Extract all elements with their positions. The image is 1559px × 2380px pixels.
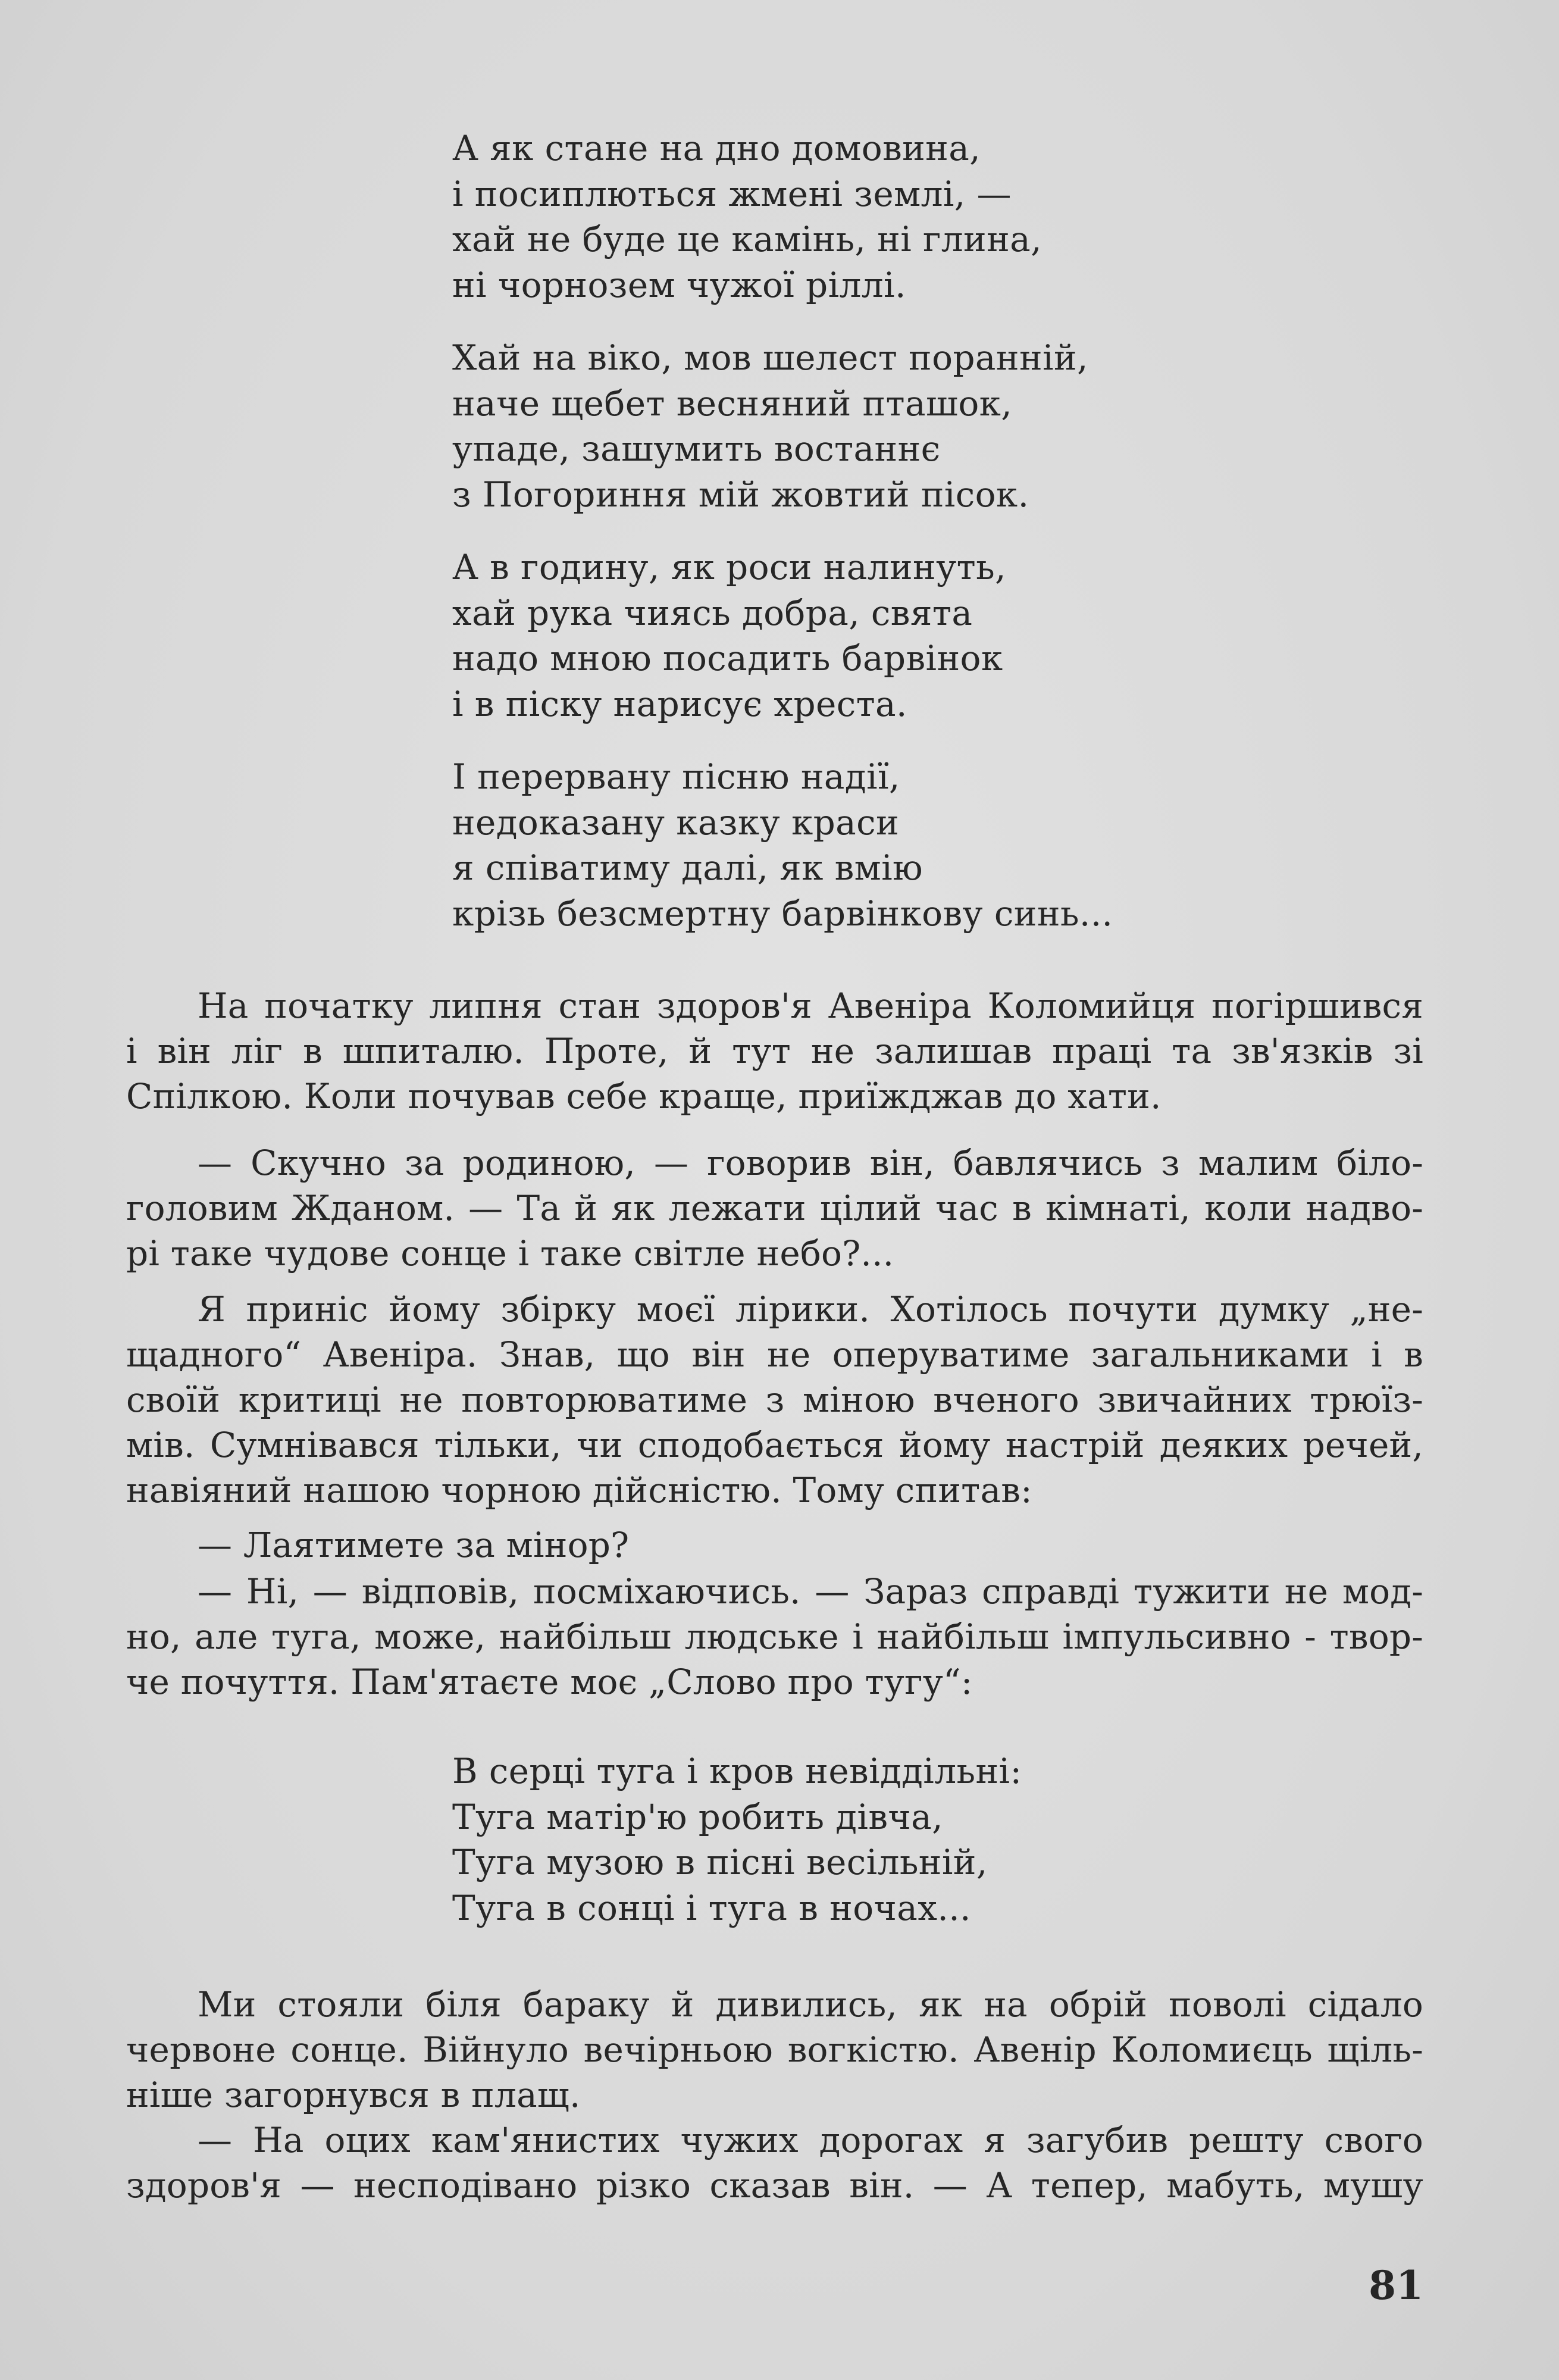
text-line: Я приніс йому збірку моєї лірики. Хотілось почути думку „не- bbox=[198, 1289, 1423, 1330]
poem-line: Хай на віко, мов шелест поранній, bbox=[452, 337, 1088, 378]
text-line: — Скучно за родиною, — говорив він, бавлячись з малим біло- bbox=[198, 1143, 1423, 1183]
text-line: і він ліг в шпиталю. Проте, й тут не залишав праці та зв'язків зі bbox=[126, 1031, 1423, 1071]
poem-line: надо мною посадить барвінок bbox=[452, 638, 1003, 678]
poem-quote bbox=[452, 1749, 1345, 1931]
poem-line: А в годину, як роси налинуть, bbox=[452, 547, 1006, 587]
poem-line: Туга матір'ю робить дівча, bbox=[452, 1796, 943, 1837]
poem-line: Туга музою в пісні весільній, bbox=[452, 1842, 988, 1882]
paragraph bbox=[126, 1287, 1423, 1513]
text-line: На початку липня стан здоров'я Авеніра Коломийця погіршився bbox=[198, 986, 1423, 1026]
text-line: щадного“ Авеніра. Знав, що він не оперуватиме загальниками і в bbox=[126, 1334, 1423, 1375]
poem-line: В серці туга і кров невіддільні: bbox=[452, 1751, 1022, 1791]
text-line: мів. Сумнівався тільки, чи сподобається йому настрій деяких речей, bbox=[126, 1425, 1423, 1465]
poem-line: і в піску нарисує хреста. bbox=[452, 683, 907, 724]
poem-stanza bbox=[452, 1749, 1345, 1931]
poem-stanza bbox=[452, 126, 1042, 308]
poem-line: наче щебет весняний пташок, bbox=[452, 383, 1013, 424]
poem-line: ні чорнозем чужої ріллі. bbox=[452, 264, 906, 305]
page-number: 81 bbox=[1369, 2262, 1423, 2309]
text-line: здоров'я — несподівано різко сказав він. — А тепер, мабуть, мушу bbox=[126, 2165, 1423, 2206]
poem-line: я співатиму далі, як вмію bbox=[452, 847, 923, 888]
poem-line: І перервану пісню надії, bbox=[452, 756, 900, 797]
text-line: че почуття. Пам'ятаєте моє „Слово про тугу“: bbox=[126, 1662, 973, 1702]
text-line: Ми стояли біля бараку й дивились, як на обрій поволі сідало bbox=[198, 1984, 1423, 2025]
paragraph bbox=[126, 1140, 1423, 1276]
text-line: но, але туга, може, найбільш людське і найбільш імпульсивно - твор- bbox=[126, 1616, 1423, 1657]
poem-line: з Погориння мій жовтий пісок. bbox=[452, 474, 1029, 515]
poem-line: хай рука чиясь добра, свята bbox=[452, 592, 973, 633]
poem-line: недоказану казку краси bbox=[452, 802, 900, 843]
text-line: навіяний нашою чорною дійсністю. Тому спитав: bbox=[126, 1470, 1032, 1510]
text-line: рі таке чудове сонце і таке світле небо?... bbox=[126, 1233, 894, 1274]
poem-stanza bbox=[452, 335, 1088, 517]
poem-stanza bbox=[452, 754, 1113, 936]
paragraph bbox=[126, 1569, 1423, 1705]
text-line: — Ні, — відповів, посміхаючись. — Зараз справді тужити не мод- bbox=[198, 1571, 1423, 1612]
poem-line: Туга в сонці і туга в ночах... bbox=[452, 1887, 971, 1928]
text-line: — На оцих кам'янистих чужих дорогах я загубив решту свого bbox=[198, 2120, 1423, 2160]
poem-line: хай не буде це камінь, ні глина, bbox=[452, 219, 1042, 259]
text-line: — Лаятимете за мінор? bbox=[198, 1525, 630, 1565]
paragraph bbox=[126, 983, 1423, 1119]
paragraph bbox=[126, 2118, 1423, 2208]
poem-line: крізь безсмертну барвінкову синь... bbox=[452, 893, 1113, 934]
text-line: Спілкою. Коли почував себе краще, приїжджав до хати. bbox=[126, 1076, 1162, 1116]
poem-line: А як стане на дно домовина, bbox=[452, 128, 981, 168]
text-line: червоне сонце. Війнуло вечірньою вогкістю. Авенір Коломиєць щіль- bbox=[126, 2029, 1423, 2070]
paragraph bbox=[126, 1522, 1423, 1568]
paragraph bbox=[126, 1982, 1423, 2118]
text-line: своїй критиці не повторюватиме з міною вченого звичайних трюїз- bbox=[126, 1380, 1423, 1420]
poem-line: упаде, зашумить востаннє bbox=[452, 429, 941, 469]
poem-stanza bbox=[452, 545, 1006, 727]
text-line: головим Жданом. — Та й як лежати цілий час в кімнаті, коли надво- bbox=[126, 1188, 1423, 1228]
poem-line: і посиплються жмені землі, — bbox=[452, 173, 1012, 214]
text-line: ніше загорнувся в плащ. bbox=[126, 2075, 581, 2115]
